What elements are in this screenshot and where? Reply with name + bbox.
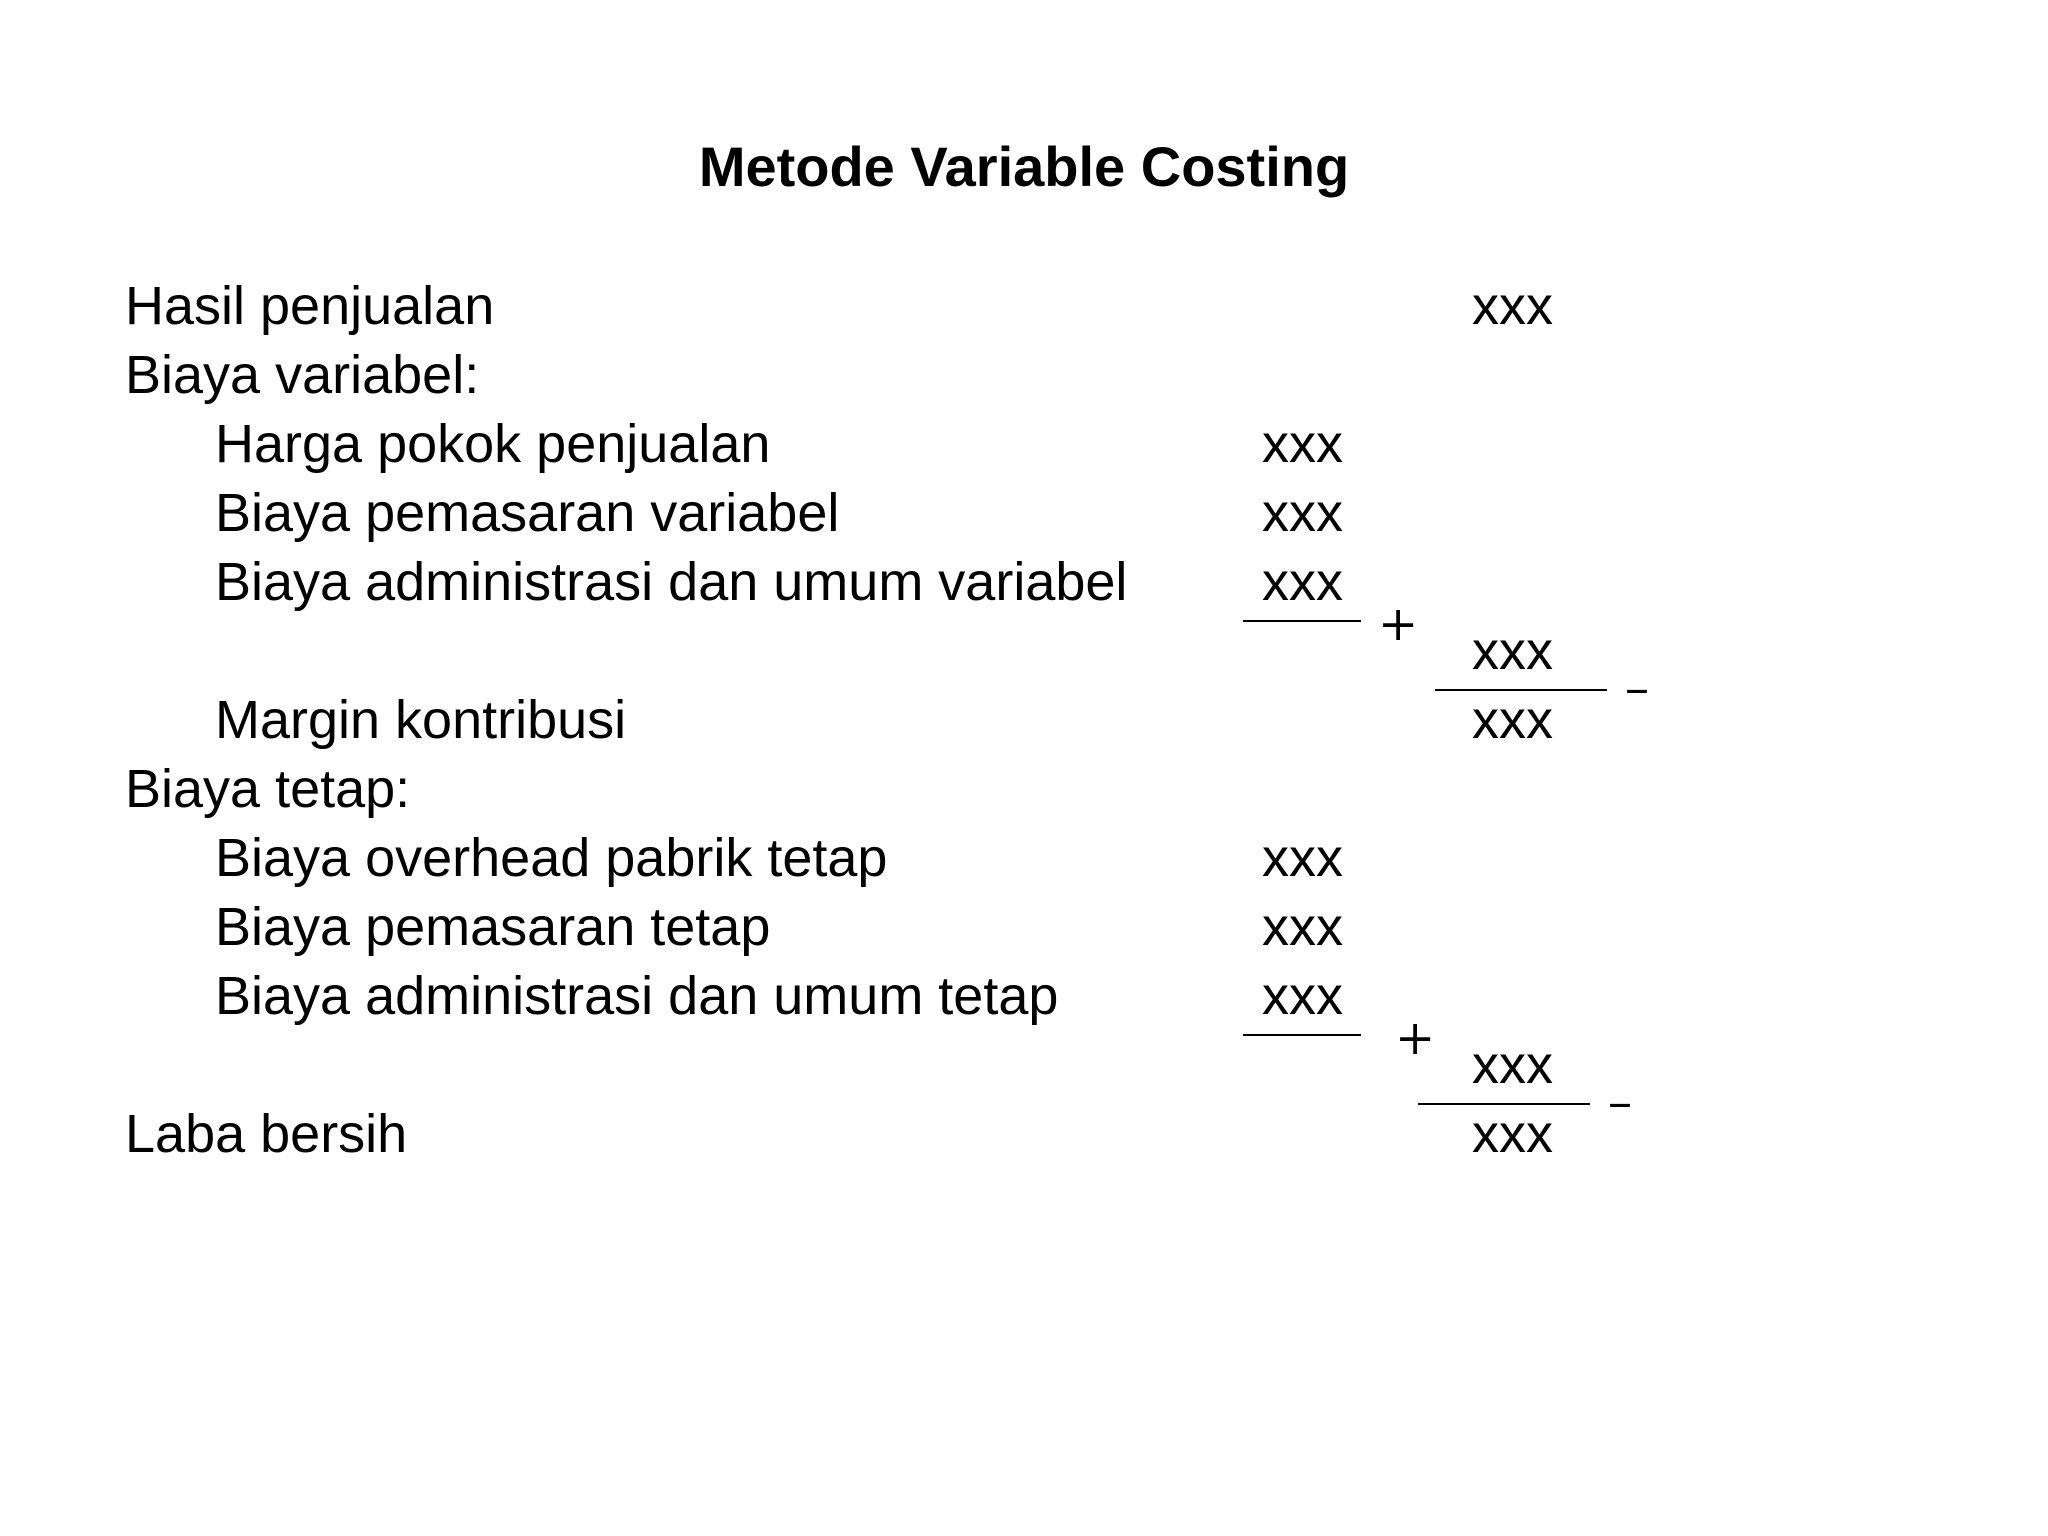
row-subtotal-variabel	[0, 616, 2048, 686]
row-biaya-tetap	[0, 754, 2048, 824]
label-admin-tetap: Biaya administrasi dan umum tetap	[215, 966, 1059, 1026]
row-overhead-tetap	[0, 823, 2048, 893]
amount-pemasaran-variabel: xxx	[1262, 483, 1343, 543]
row-hasil-penjualan	[0, 271, 2048, 341]
label-harga-pokok: Harga pokok penjualan	[215, 414, 771, 474]
label-hasil-penjualan: Hasil penjualan	[125, 276, 495, 336]
label-margin-kontribusi: Margin kontribusi	[215, 690, 627, 750]
amount-admin-variabel: xxx	[1262, 552, 1343, 612]
row-harga-pokok	[0, 409, 2048, 479]
amount-overhead-tetap: xxx	[1262, 828, 1343, 888]
total-subtotal-tetap: xxx	[1472, 1035, 1553, 1095]
label-overhead-tetap: Biaya overhead pabrik tetap	[215, 828, 888, 888]
row-admin-variabel	[0, 547, 2048, 617]
amount-pemasaran-tetap: xxx	[1262, 897, 1343, 957]
label-biaya-variabel: Biaya variabel:	[125, 345, 480, 405]
label-pemasaran-tetap: Biaya pemasaran tetap	[215, 897, 771, 957]
minus-sign-margin: –	[1625, 660, 1649, 716]
row-pemasaran-tetap	[0, 892, 2048, 962]
minus-sign-laba: –	[1608, 1074, 1632, 1130]
total-margin-kontribusi: xxx	[1472, 690, 1553, 750]
label-pemasaran-variabel: Biaya pemasaran variabel	[215, 483, 840, 543]
row-biaya-variabel	[0, 340, 2048, 410]
row-margin-kontribusi	[0, 685, 2048, 755]
total-subtotal-variabel: xxx	[1472, 621, 1553, 681]
total-laba-bersih: xxx	[1472, 1104, 1553, 1164]
page-title: Metode Variable Costing	[698, 135, 1350, 198]
plus-sign-variabel: +	[1378, 596, 1419, 652]
label-admin-variabel: Biaya administrasi dan umum variabel	[215, 552, 1128, 612]
amount-admin-tetap: xxx	[1262, 966, 1343, 1026]
plus-sign-tetap: +	[1395, 1010, 1436, 1066]
row-laba-bersih	[0, 1099, 2048, 1169]
row-admin-tetap	[0, 961, 2048, 1031]
row-pemasaran-variabel	[0, 478, 2048, 548]
label-laba-bersih: Laba bersih	[125, 1104, 408, 1164]
total-hasil-penjualan: xxx	[1472, 276, 1553, 336]
label-biaya-tetap: Biaya tetap:	[125, 759, 411, 819]
amount-harga-pokok: xxx	[1262, 414, 1343, 474]
row-subtotal-tetap	[0, 1030, 2048, 1100]
